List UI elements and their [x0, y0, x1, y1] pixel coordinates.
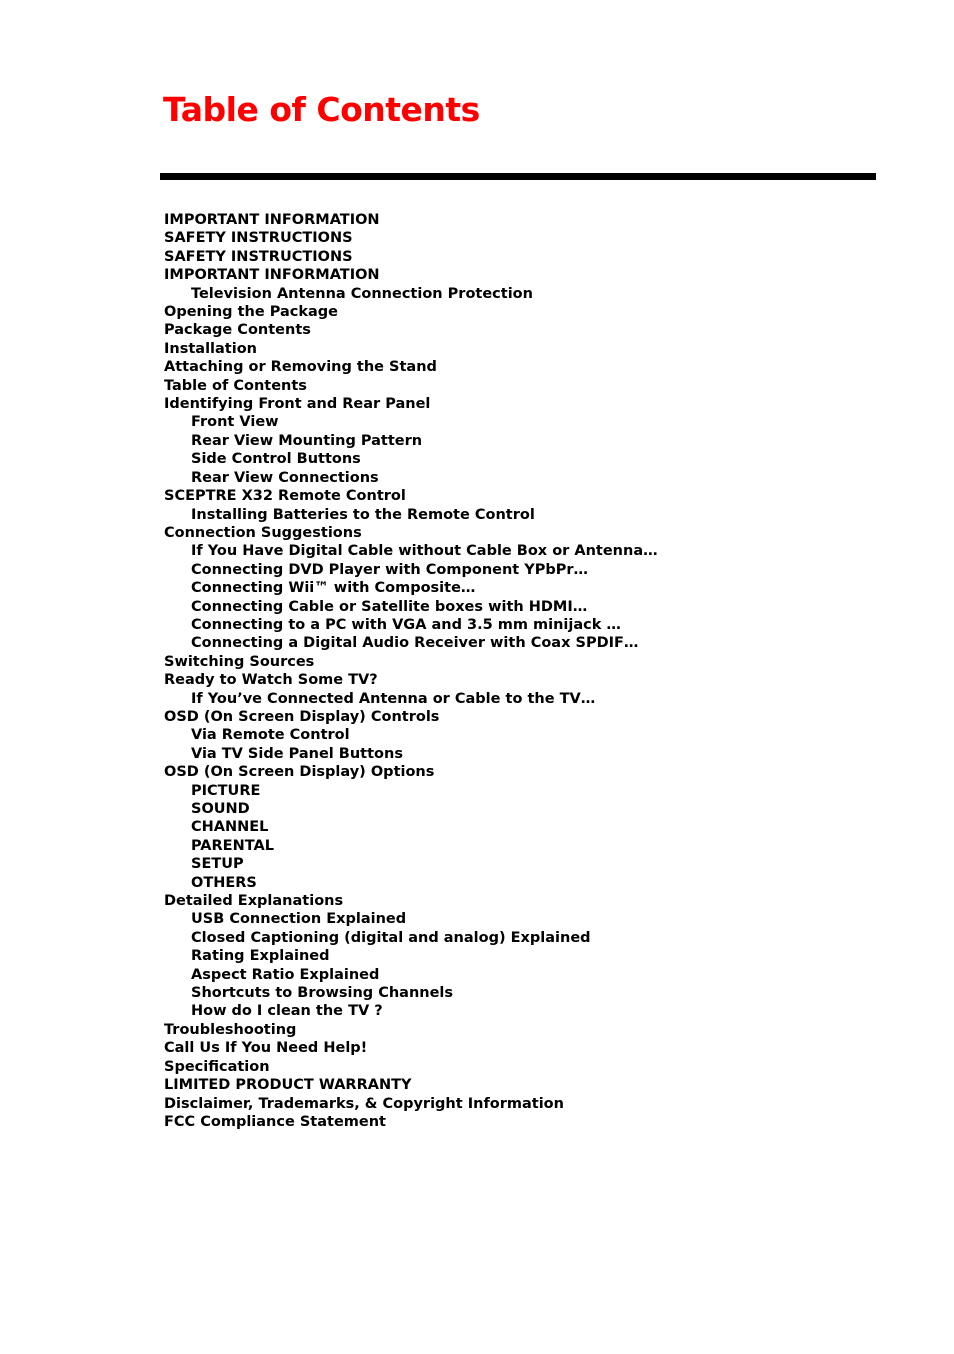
- toc-entry[interactable]: Connecting Cable or Satellite boxes with HDMI…: [191, 598, 588, 615]
- toc-entry[interactable]: Installation: [164, 340, 257, 357]
- toc-entry[interactable]: OTHERS: [191, 874, 257, 891]
- toc-entry[interactable]: Opening the Package: [164, 304, 338, 321]
- toc-entry[interactable]: OSD (On Screen Display) Controls: [164, 708, 440, 725]
- toc-entry[interactable]: Table of Contents: [164, 377, 307, 394]
- toc-entry[interactable]: Connecting to a PC with VGA and 3.5 mm minijack …: [191, 616, 621, 633]
- toc-entry[interactable]: CHANNEL: [191, 819, 269, 836]
- toc-entry[interactable]: Connecting DVD Player with Component YPbPr…: [191, 561, 589, 578]
- toc-entry[interactable]: Package Contents: [164, 322, 311, 339]
- toc-entry[interactable]: SOUND: [191, 801, 250, 817]
- toc-entry[interactable]: If You Have Digital Cable without Cable Box or Antenna…: [191, 543, 658, 560]
- toc-entry[interactable]: SETUP: [191, 856, 244, 873]
- toc-entry[interactable]: Connection Suggestions: [164, 524, 362, 541]
- toc-entry[interactable]: Shortcuts to Browsing Channels: [191, 985, 454, 1002]
- toc-entry[interactable]: OSD (On Screen Display) Options: [164, 764, 435, 781]
- toc-entry[interactable]: Closed Captioning (digital and analog) Explained: [191, 929, 591, 946]
- toc-entry[interactable]: Via TV Side Panel Buttons: [191, 745, 403, 762]
- toc-entry[interactable]: LIMITED PRODUCT WARRANTY: [164, 1077, 412, 1094]
- toc-entry[interactable]: USB Connection Explained: [191, 911, 407, 928]
- toc-entry[interactable]: FCC Compliance Statement: [164, 1113, 386, 1130]
- toc-entry[interactable]: PICTURE: [191, 782, 261, 799]
- toc-entry[interactable]: Rear View Connections: [191, 469, 379, 486]
- toc-entry[interactable]: PARENTAL: [191, 837, 274, 854]
- toc-entry[interactable]: SCEPTRE X32 Remote Control: [164, 488, 406, 505]
- toc-entry[interactable]: Connecting a Digital Audio Receiver with Coax SPDIF…: [191, 635, 639, 652]
- toc-entry[interactable]: IMPORTANT INFORMATION: [164, 267, 380, 284]
- toc-entry[interactable]: Aspect Ratio Explained: [191, 966, 380, 983]
- toc-entry[interactable]: Side Control Buttons: [191, 451, 361, 468]
- toc-entry[interactable]: Attaching or Removing the Stand: [164, 359, 437, 376]
- toc-entry[interactable]: Troubleshooting: [164, 1021, 297, 1038]
- toc-entry[interactable]: Television Antenna Connection Protection: [191, 285, 533, 302]
- title-divider: [160, 173, 876, 180]
- toc-entry[interactable]: If You’ve Connected Antenna or Cable to the TV…: [191, 690, 596, 707]
- toc-entry[interactable]: Ready to Watch Some TV?: [164, 672, 378, 689]
- toc-entry[interactable]: SAFETY INSTRUCTIONS: [164, 230, 353, 247]
- toc-entry[interactable]: Installing Batteries to the Remote Control: [191, 506, 535, 523]
- toc-entry[interactable]: Front View: [191, 414, 279, 431]
- toc-entry[interactable]: Via Remote Control: [191, 727, 350, 744]
- toc-entry[interactable]: Disclaimer, Trademarks, & Copyright Information: [164, 1095, 564, 1112]
- toc-entry[interactable]: Connecting Wii™ with Composite…: [191, 580, 476, 597]
- toc-entry[interactable]: IMPORTANT INFORMATION: [164, 212, 380, 228]
- toc-entry[interactable]: Call Us If You Need Help!: [164, 1040, 368, 1057]
- toc-entry[interactable]: Rear View Mounting Pattern: [191, 432, 423, 449]
- toc-entry[interactable]: How do I clean the TV ?: [191, 1003, 383, 1020]
- toc-entry[interactable]: Identifying Front and Rear Panel: [164, 396, 431, 413]
- toc-entry[interactable]: Switching Sources: [164, 653, 315, 670]
- toc-list: [164, 211, 658, 1131]
- toc-entry[interactable]: SAFETY INSTRUCTIONS: [164, 248, 353, 265]
- toc-entry[interactable]: Detailed Explanations: [164, 893, 344, 910]
- page-title: Table of Contents: [163, 90, 480, 129]
- toc-entry[interactable]: Rating Explained: [191, 948, 330, 965]
- toc-entry[interactable]: Specification: [164, 1058, 270, 1075]
